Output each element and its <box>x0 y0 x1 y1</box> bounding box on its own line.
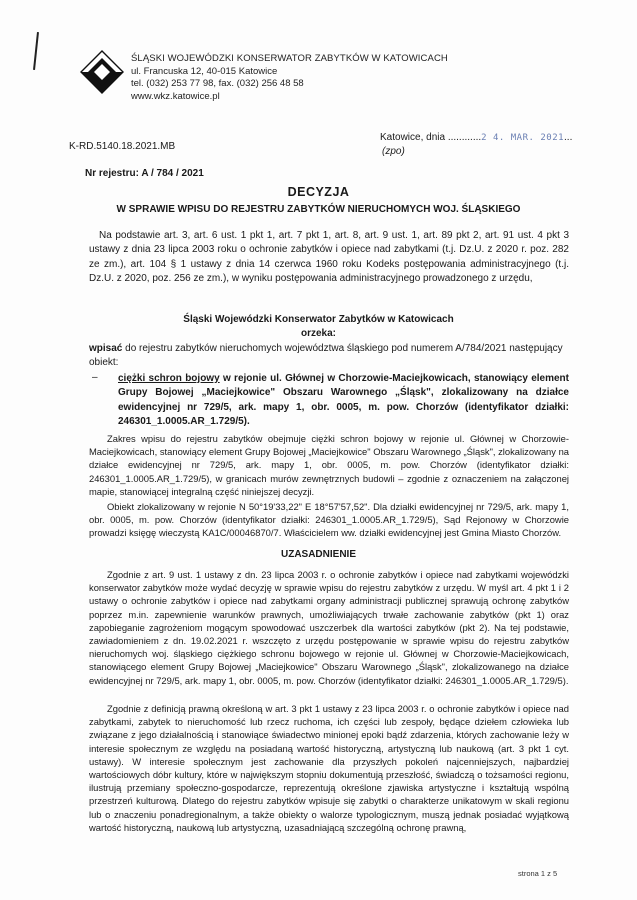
decision-operative <box>89 342 569 371</box>
case-number: K-RD.5140.18.2021.MB <box>69 141 176 152</box>
register-number <box>85 168 204 179</box>
justification-paragraph-1: Zgodnie z art. 9 ust. 1 ustawy z dn. 23 lipca 2003 r. o ochronie zabytków i opiece nad zabytkami wojewódzki konserwator zabytków może wydać decyzję w sprawie wpisu do rejestru zabytków z urzędu. W myśl art. 4 pkt 1 i 2 ustawy o ochronie zabytków i opiece nad zabytkami organy administracji publicznej sprawują ochronę zabytków poprzez m.in. zapewnienie warunków prawnych, umożliwiających trwałe zachowanie zabytków (pkt 1) oraz zapobieganie zagrożeniom mogącym spowodować uszczerbek dla wartości zabytków (pkt 2). Na tej podstawie, zawiadomieniem z dn. 19.02.2021 r. wszczęto z urzędu postępowanie w sprawie wpisu do rejestru zabytków nieruchomych woj. śląskiego ciężkiego schronu bojowego w rejonie ul. Głównej w Chorzowie-Maciejkowicach, stanowiącego element Grupy Bojowej „Maciejkowice" Obszaru Warownego „Śląsk", zlokalizowanego na działce ewidencyjnej nr 729/5, ark. mapy 1, obr. 0005, m. pow. Chorzów (identyfikator działki: 246301_1.0005.AR_1.729/5). <box>89 569 569 686</box>
object-name: ciężki schron bojowy <box>118 373 220 384</box>
zpo-note: (zpo) <box>382 146 405 157</box>
office-website: www.wkz.katowice.pl <box>131 90 220 102</box>
place-date-suffix: ... <box>564 132 573 143</box>
decision-title: DECYZJA <box>287 185 350 199</box>
orzeka-heading: orzeka: <box>300 328 336 339</box>
location-paragraph: Obiekt zlokalizowany w rejonie N 50°19'33,22" E 18°57'57,52". Dla działki ewidencyjnej nr 729/5, ark. mapy 1, obr. 0005, m. pow. Chorzów (identyfikator działki: 246301_1.0005.AR_1.729/5), Sąd Rejonowy w Chorzowie prowadzi księgę wieczystą KA1C/00046870/7. Właścicielem ww. działki ewidencyjnej jest Gmina Miasto Chorzów. <box>89 501 569 539</box>
issuing-organ: Śląski Wojewódzki Konserwator Zabytków w Katowicach <box>183 314 454 325</box>
decision-verb: wpisać <box>89 343 123 354</box>
office-address: ul. Francuska 12, 40-015 Katowice <box>131 65 278 77</box>
object-description: w rejonie ul. Głównej w Chorzowie-Maciejkowicach, stanowiący element Grupy Bojowej „Maciejkowice" Obszaru Warownego „Śląsk", zlokalizowany na działce ewidencyjnej nr 729/5, ark. mapy 1, obr. 0005, m. pow. Chorzów (identyfikator działki: 246301_1.0005.AR_1.729/5). <box>118 373 569 428</box>
office-name: ŚLĄSKI WOJEWÓDZKI KONSERWATOR ZABYTKÓW W KATOWICACH <box>131 53 448 64</box>
register-label: Nr rejestru: <box>85 168 139 179</box>
office-phone: tel. (032) 253 77 98, fax. (032) 256 48 58 <box>131 78 304 90</box>
date-stamp: 2 4. MAR. 2021 <box>481 133 565 143</box>
handwritten-margin-mark <box>33 32 39 70</box>
justification-heading: UZASADNIENIE <box>280 549 356 560</box>
place-date-prefix: Katowice, dnia ............ <box>380 132 482 143</box>
place-and-date <box>380 131 572 145</box>
object-bullet: – <box>92 372 98 383</box>
letterhead <box>131 53 448 103</box>
conservator-logo-icon <box>80 50 124 94</box>
protected-object <box>118 372 569 430</box>
legal-basis-paragraph: Na podstawie art. 3, art. 6 ust. 1 pkt 1, art. 7 pkt 1, art. 8, art. 9 ust. 1, art. 89 pkt 2, art. 91 ust. 4 pkt 3 ustawy z dnia 23 lipca 2003 roku o ochronie zabytków i opiece nad zabytkami (t.j. Dz.U. z 2020 r. poz. 282 ze zm.), art. 104 § 1 ustawy z dnia 14 czerwca 1960 roku Kodeks postępowania administracyjnego (t.j. Dz.U. z 2020, poz. 256 ze zm.), w wyniku postępowania administracyjnego prowadzonego z urzędu, <box>89 230 569 285</box>
page-number: strona 1 z 5 <box>518 869 558 878</box>
decision-subtitle: W SPRAWIE WPISU DO REJESTRU ZABYTKÓW NIERUCHOMYCH WOJ. ŚLĄSKIEGO <box>116 204 521 215</box>
decision-operative-text: do rejestru zabytków nieruchomych województwa śląskiego pod numerem A/784/2021 następujący obiekt: <box>89 343 563 369</box>
justification-paragraph-2: Zgodnie z definicją prawną określoną w art. 3 pkt 1 ustawy z 23 lipca 2003 r. o ochronie zabytków i opiece nad zabytkami, zabytek to nieruchomość lub rzecz ruchoma, ich części lub zespoły, będące dziełem człowieka lub związane z jego działalnością i stanowiące świadectwo minionej epoki bądź zdarzenia, których zachowanie leży w interesie społecznym ze względu na posiadaną wartość historyczną, artystyczną lub naukową (art. 3 pkt 1 cyt. ustawy). W interesie społecznym jest zachowanie dla przyszłych pokoleń najcenniejszych, najbardziej wartościowych dóbr kultury, które w największym stopniu dokumentują przeszłość, świadczą o tożsamości regionu, ilustrują przemiany społeczno-gospodarcze, reprezentują określone zjawiska artystyczne i kształtują wspólną przestrzeń kulturową. Dlatego do rejestru zabytków wpisuje się zabytki o charakterze unikatowym w skali regionu lub o znaczeniu ponadregionalnym, a także obiekty o walorze typologicznym, muszą jednak posiadać wyjątkową wartość historyczną, naukową lub artystyczną, uzasadniającą szczególną ochronę prawną, <box>89 703 569 833</box>
scope-paragraph: Zakres wpisu do rejestru zabytków obejmuje ciężki schron bojowy w rejonie ul. Głównej w Chorzowie-Maciejkowicach, stanowiący element Grupy Bojowej „Maciejkowice" Obszaru Warownego „Śląsk", zlokalizowany na działce ewidencyjnej nr 729/5, ark. mapy 1, obr. 0005, m. pow. Chorzów (identyfikator działki: 246301_1.0005.AR_1.729/5), w granicach murów zewnętrznych budowli – zgodnie z oznaczeniem na załączonej mapie, stanowiącej integralną część niniejszej decyzji. <box>89 433 569 497</box>
register-value: A / 784 / 2021 <box>141 168 204 179</box>
